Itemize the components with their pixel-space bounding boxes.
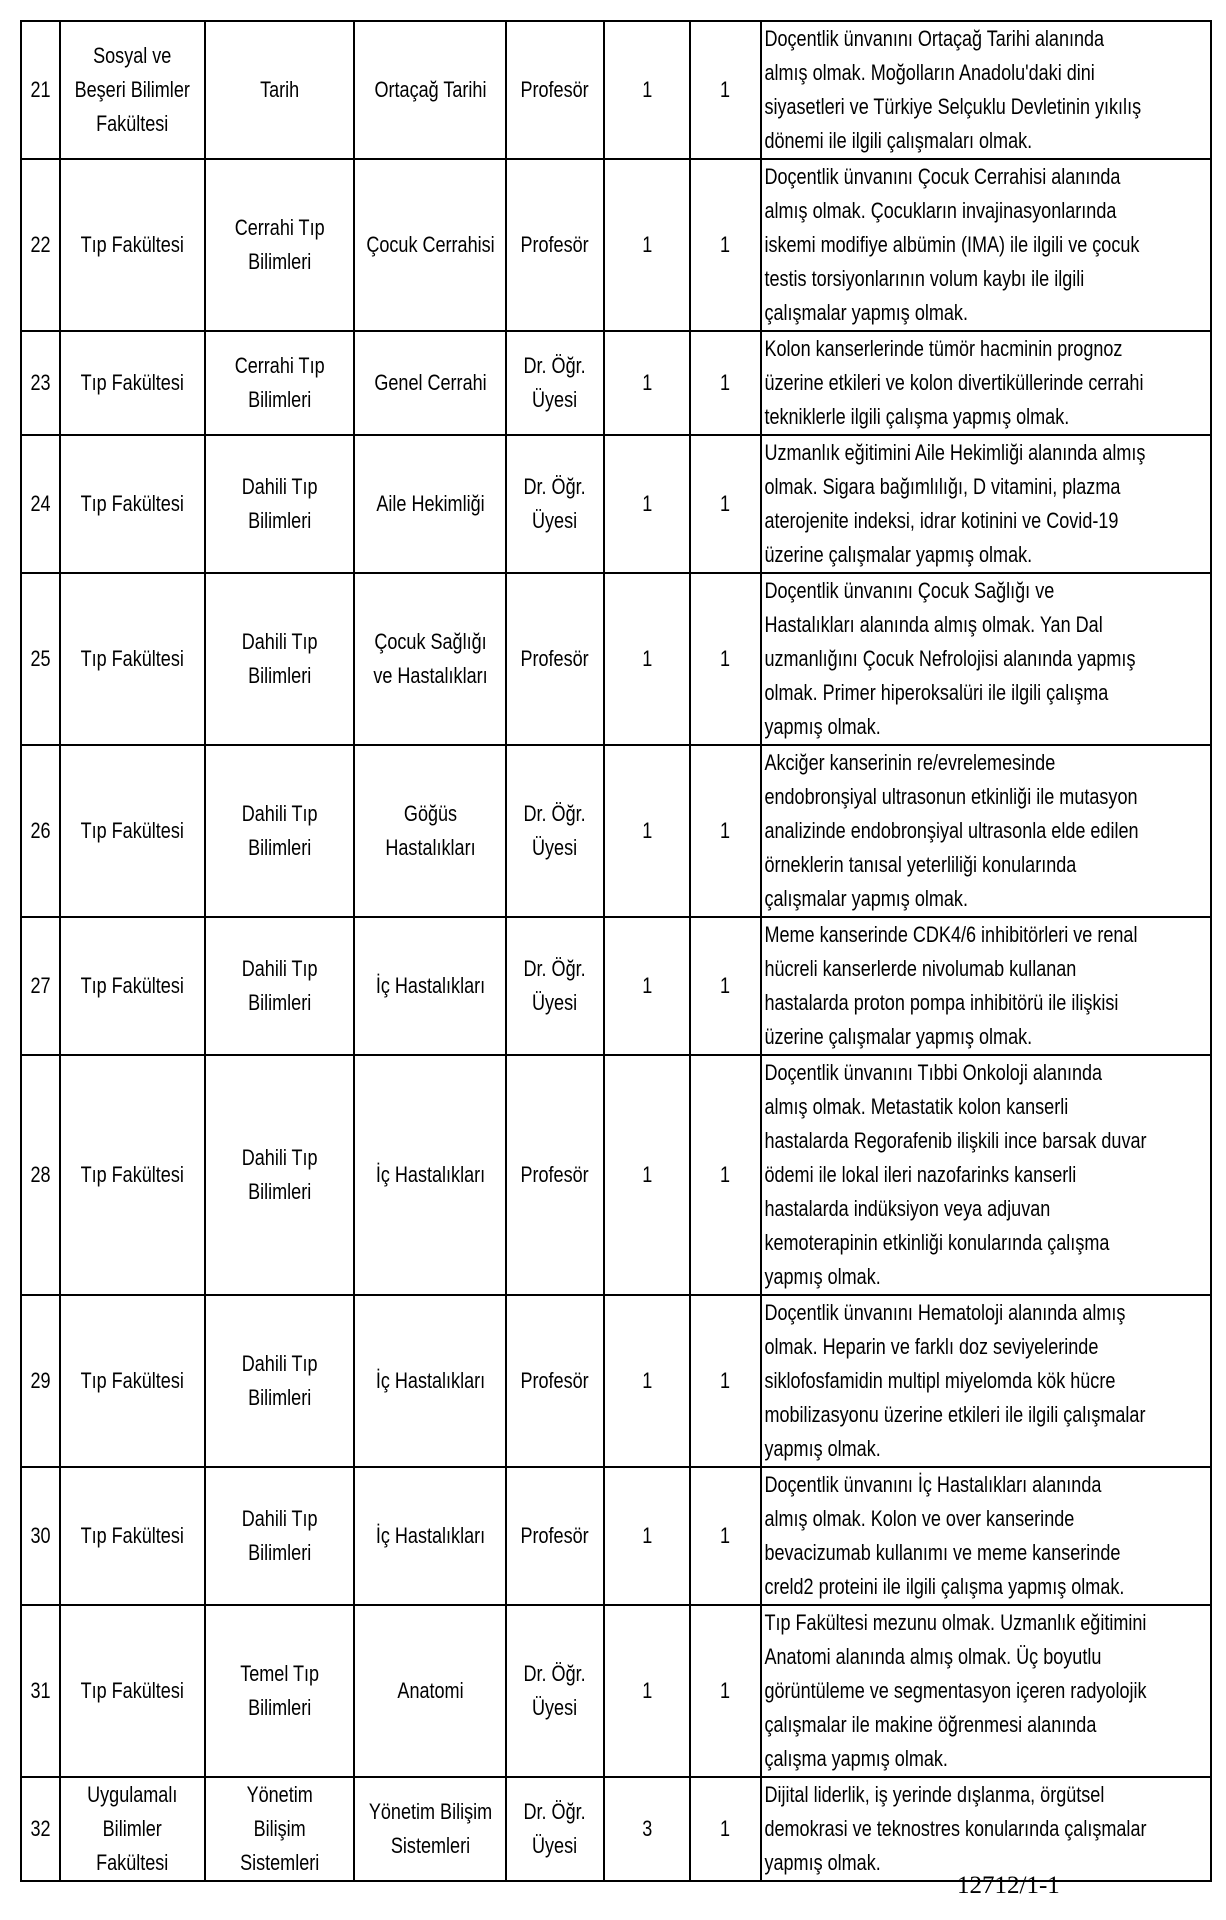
academic-title-cell xyxy=(506,1467,604,1605)
degree-cell xyxy=(690,159,761,331)
table-row xyxy=(21,917,1211,1055)
department-text: Dahili Tıp Bilimleri xyxy=(241,801,318,860)
requirement-cell xyxy=(761,435,1211,573)
table-row xyxy=(21,573,1211,745)
department-cell xyxy=(205,159,354,331)
requirement-cell xyxy=(761,1777,1211,1881)
table-row xyxy=(21,1605,1211,1777)
row-number-cell xyxy=(21,1777,60,1881)
field-cell xyxy=(354,745,506,917)
faculty-text: Tıp Fakültesi xyxy=(80,1368,185,1393)
faculty-text: Tıp Fakültesi xyxy=(80,973,185,998)
degree-text: 1 xyxy=(720,973,731,998)
requirement-cell xyxy=(761,745,1211,917)
academic-title-cell xyxy=(506,1777,604,1881)
requirement-text: Akciğer kanserinin re/evrelemesinde endobronşiyal ultrasonun etkinliği ile mutasyon analizinde endobronşiyal ultrasonla elde edilen örneklerin tanısal yeterliliği konularında çalışmalar yapmış olmak. xyxy=(764,750,1139,911)
position-count-cell xyxy=(604,573,690,745)
department-cell xyxy=(205,435,354,573)
academic-title-cell xyxy=(506,435,604,573)
department-text: Dahili Tıp Bilimleri xyxy=(241,474,318,533)
row-number-cell xyxy=(21,435,60,573)
department-cell xyxy=(205,1055,354,1295)
field-cell xyxy=(354,1295,506,1467)
degree-cell xyxy=(690,331,761,435)
academic-title-cell xyxy=(506,745,604,917)
row-number-text: 23 xyxy=(30,370,51,395)
department-text: Cerrahi Tıp Bilimleri xyxy=(234,353,325,412)
department-text: Cerrahi Tıp Bilimleri xyxy=(234,215,325,274)
faculty-text: Tıp Fakültesi xyxy=(80,646,185,671)
row-number-cell xyxy=(21,331,60,435)
degree-cell xyxy=(690,21,761,159)
department-text: Yönetim Bilişim Sistemleri xyxy=(239,1782,320,1875)
degree-cell xyxy=(690,1295,761,1467)
table-row xyxy=(21,21,1211,159)
department-cell xyxy=(205,745,354,917)
position-count-cell xyxy=(604,435,690,573)
department-text: Dahili Tıp Bilimleri xyxy=(241,1145,318,1204)
academic-title-text: Profesör xyxy=(520,1368,590,1393)
faculty-cell xyxy=(60,21,205,159)
academic-title-text: Dr. Öğr. Üyesi xyxy=(523,956,587,1015)
position-count-text: 3 xyxy=(641,1816,653,1841)
faculty-cell xyxy=(60,1295,205,1467)
field-text: Çocuk Cerrahisi xyxy=(365,232,495,257)
table-row xyxy=(21,159,1211,331)
faculty-text: Tıp Fakültesi xyxy=(80,1678,185,1703)
row-number-cell xyxy=(21,1605,60,1777)
faculty-text: Sosyal ve Beşeri Bilimler Fakültesi xyxy=(74,43,191,136)
row-number-cell xyxy=(21,1467,60,1605)
row-number-text: 24 xyxy=(30,491,51,516)
field-text: İç Hastalıkları xyxy=(375,1368,485,1393)
position-count-cell xyxy=(604,1055,690,1295)
table-row xyxy=(21,1777,1211,1881)
position-count-text: 1 xyxy=(641,491,653,516)
requirement-cell xyxy=(761,917,1211,1055)
row-number-text: 22 xyxy=(30,232,51,257)
degree-text: 1 xyxy=(720,77,731,102)
requirement-text: Uzmanlık eğitimini Aile Hekimliği alanında almış olmak. Sigara bağımlılığı, D vitamini, plazma aterojenite indeksi, idrar kotinini ve Covid-19 üzerine çalışmalar yapmış olmak. xyxy=(764,440,1146,567)
row-number-cell xyxy=(21,1295,60,1467)
faculty-cell xyxy=(60,159,205,331)
requirement-text: Tıp Fakültesi mezunu olmak. Uzmanlık eğitimini Anatomi alanında almış olmak. Üç boyutlu görüntüleme ve segmentasyon içeren radyolojik çalışmalar ile makine öğrenmesi alanında çalışma yapmış olmak. xyxy=(764,1610,1147,1771)
position-count-text: 1 xyxy=(641,1162,653,1187)
academic-title-cell xyxy=(506,21,604,159)
table-row xyxy=(21,745,1211,917)
row-number-text: 27 xyxy=(30,973,51,998)
department-text: Temel Tıp Bilimleri xyxy=(240,1661,319,1720)
degree-text: 1 xyxy=(720,491,731,516)
position-count-cell xyxy=(604,1605,690,1777)
degree-text: 1 xyxy=(720,1678,731,1703)
faculty-cell xyxy=(60,1055,205,1295)
row-number-cell xyxy=(21,21,60,159)
field-cell xyxy=(354,573,506,745)
department-cell xyxy=(205,1605,354,1777)
requirement-text: Doçentlik ünvanını Çocuk Cerrahisi alanında almış olmak. Çocukların invajinasyonlarında iskemi modifiye albümin (IMA) ile ilgili ve çocuk testis torsiyonlarının volum kaybı ile ilgili çalışmalar yapmış olmak. xyxy=(764,164,1140,325)
academic-title-text: Profesör xyxy=(520,1162,590,1187)
position-count-text: 1 xyxy=(641,973,653,998)
requirement-cell xyxy=(761,21,1211,159)
department-cell xyxy=(205,21,354,159)
field-text: Yönetim Bilişim Sistemleri xyxy=(368,1799,492,1858)
faculty-text: Tıp Fakültesi xyxy=(80,370,185,395)
table-row xyxy=(21,435,1211,573)
requirement-text: Kolon kanserlerinde tümör hacminin prognoz üzerine etkileri ve kolon divertiküllerinde cerrahi tekniklerle ilgili çalışma yapmış olmak. xyxy=(764,336,1144,429)
requirement-text: Meme kanserinde CDK4/6 inhibitörleri ve renal hücreli kanserlerde nivolumab kullanan hastalarda proton pompa inhibitörü ile ilişkisi üzerine çalışmalar yapmış olmak. xyxy=(764,922,1138,1049)
requirement-text: Doçentlik ünvanını Ortaçağ Tarihi alanında almış olmak. Moğolların Anadolu'daki dini siyasetleri ve Türkiye Selçuklu Devletinin yıkılış dönemi ile ilgili çalışmaları olmak. xyxy=(764,26,1142,153)
degree-cell xyxy=(690,917,761,1055)
position-count-cell xyxy=(604,159,690,331)
row-number-text: 26 xyxy=(30,818,51,843)
field-cell xyxy=(354,435,506,573)
faculty-cell xyxy=(60,917,205,1055)
field-cell xyxy=(354,331,506,435)
field-text: İç Hastalıkları xyxy=(375,1162,485,1187)
department-cell xyxy=(205,917,354,1055)
requirement-cell xyxy=(761,1467,1211,1605)
department-cell xyxy=(205,331,354,435)
table-row xyxy=(21,1295,1211,1467)
row-number-cell xyxy=(21,745,60,917)
degree-cell xyxy=(690,1777,761,1881)
table-row xyxy=(21,331,1211,435)
position-count-text: 1 xyxy=(641,77,653,102)
position-count-text: 1 xyxy=(641,1368,653,1393)
row-number-cell xyxy=(21,159,60,331)
position-count-cell xyxy=(604,745,690,917)
position-count-cell xyxy=(604,1295,690,1467)
department-text: Tarih xyxy=(259,77,300,102)
field-text: Anatomi xyxy=(396,1678,464,1703)
field-cell xyxy=(354,1777,506,1881)
row-number-text: 29 xyxy=(30,1368,51,1393)
field-text: Aile Hekimliği xyxy=(375,491,485,516)
positions-table xyxy=(20,20,1212,1882)
academic-title-cell xyxy=(506,573,604,745)
position-count-text: 1 xyxy=(641,818,653,843)
requirement-text: Doçentlik ünvanını Tıbbi Onkoloji alanında almış olmak. Metastatik kolon kanserli hastalarda Regorafenib ilişkili ince barsak duvar ödemi ile lokal ileri nazofarinks kanserli hastalarda indüksiyon veya adjuvan kemoterapinin etkinliği konularında çalışma yapmış olmak. xyxy=(764,1060,1147,1289)
position-count-text: 1 xyxy=(641,646,653,671)
document-reference-number: 12712/1-1 xyxy=(957,1872,1060,1899)
academic-title-text: Profesör xyxy=(520,646,590,671)
requirement-cell xyxy=(761,1295,1211,1467)
department-cell xyxy=(205,1777,354,1881)
academic-title-cell xyxy=(506,1605,604,1777)
position-count-text: 1 xyxy=(641,1523,653,1548)
department-text: Dahili Tıp Bilimleri xyxy=(241,956,318,1015)
academic-title-text: Dr. Öğr. Üyesi xyxy=(523,474,587,533)
degree-cell xyxy=(690,745,761,917)
degree-text: 1 xyxy=(720,1523,731,1548)
department-cell xyxy=(205,573,354,745)
academic-title-text: Profesör xyxy=(520,1523,590,1548)
academic-title-text: Dr. Öğr. Üyesi xyxy=(523,1661,587,1720)
faculty-text: Tıp Fakültesi xyxy=(80,818,185,843)
field-text: Göğüs Hastalıkları xyxy=(384,801,476,860)
degree-text: 1 xyxy=(720,818,731,843)
row-number-cell xyxy=(21,573,60,745)
academic-title-text: Dr. Öğr. Üyesi xyxy=(523,353,587,412)
department-text: Dahili Tıp Bilimleri xyxy=(241,1351,318,1410)
row-number-cell xyxy=(21,917,60,1055)
requirement-cell xyxy=(761,1055,1211,1295)
department-cell xyxy=(205,1467,354,1605)
department-text: Dahili Tıp Bilimleri xyxy=(241,629,318,688)
position-count-text: 1 xyxy=(641,370,653,395)
academic-title-text: Dr. Öğr. Üyesi xyxy=(523,801,587,860)
requirement-text: Doçentlik ünvanını Hematoloji alanında almış olmak. Heparin ve farklı doz seviyelerinde siklofosfamidin multipl miyelomda kök hücre mobilizasyonu üzerine etkileri ile ilgili çalışmalar yapmış olmak. xyxy=(764,1300,1146,1461)
position-count-text: 1 xyxy=(641,232,653,257)
field-cell xyxy=(354,159,506,331)
position-count-cell xyxy=(604,331,690,435)
table-row xyxy=(21,1055,1211,1295)
degree-text: 1 xyxy=(720,646,731,671)
position-count-cell xyxy=(604,917,690,1055)
academic-title-cell xyxy=(506,331,604,435)
degree-cell xyxy=(690,1605,761,1777)
requirement-text: Dijital liderlik, iş yerinde dışlanma, örgütsel demokrasi ve teknostres konularında çalışmalar yapmış olmak. xyxy=(764,1782,1147,1875)
faculty-text: Uygulamalı Bilimler Fakültesi xyxy=(87,1782,178,1875)
position-count-cell xyxy=(604,1777,690,1881)
academic-title-text: Profesör xyxy=(520,77,590,102)
row-number-text: 28 xyxy=(30,1162,51,1187)
row-number-text: 30 xyxy=(30,1523,51,1548)
degree-text: 1 xyxy=(720,1368,731,1393)
faculty-cell xyxy=(60,573,205,745)
degree-cell xyxy=(690,1467,761,1605)
faculty-cell xyxy=(60,745,205,917)
degree-text: 1 xyxy=(720,232,731,257)
faculty-text: Tıp Fakültesi xyxy=(80,232,185,257)
faculty-text: Tıp Fakültesi xyxy=(80,1162,185,1187)
field-cell xyxy=(354,1605,506,1777)
row-number-text: 25 xyxy=(30,646,51,671)
field-cell xyxy=(354,21,506,159)
field-cell xyxy=(354,1055,506,1295)
requirement-text: Doçentlik ünvanını Çocuk Sağlığı ve Hastalıkları alanında almış olmak. Yan Dal uzmanlığını Çocuk Nefrolojisi alanında yapmış olmak. Primer hiperoksalüri ile ilgili çalışma yapmış olmak. xyxy=(764,578,1136,739)
department-cell xyxy=(205,1295,354,1467)
department-text: Dahili Tıp Bilimleri xyxy=(241,1506,318,1565)
academic-title-cell xyxy=(506,1055,604,1295)
academic-title-cell xyxy=(506,1295,604,1467)
row-number-text: 31 xyxy=(30,1678,51,1703)
faculty-cell xyxy=(60,1467,205,1605)
field-text: Genel Cerrahi xyxy=(373,370,487,395)
faculty-text: Tıp Fakültesi xyxy=(80,491,185,516)
faculty-cell xyxy=(60,1777,205,1881)
requirement-cell xyxy=(761,1605,1211,1777)
field-cell xyxy=(354,1467,506,1605)
position-count-cell xyxy=(604,21,690,159)
row-number-text: 21 xyxy=(30,77,51,102)
academic-title-cell xyxy=(506,159,604,331)
degree-text: 1 xyxy=(720,370,731,395)
requirement-cell xyxy=(761,159,1211,331)
position-count-text: 1 xyxy=(641,1678,653,1703)
faculty-cell xyxy=(60,331,205,435)
degree-cell xyxy=(690,1055,761,1295)
field-cell xyxy=(354,917,506,1055)
position-count-cell xyxy=(604,1467,690,1605)
field-text: Ortaçağ Tarihi xyxy=(374,77,486,102)
field-text: İç Hastalıkları xyxy=(375,973,485,998)
faculty-cell xyxy=(60,435,205,573)
degree-cell xyxy=(690,573,761,745)
faculty-text: Tıp Fakültesi xyxy=(80,1523,185,1548)
faculty-cell xyxy=(60,1605,205,1777)
row-number-cell xyxy=(21,1055,60,1295)
field-text: Çocuk Sağlığı ve Hastalıkları xyxy=(372,629,488,688)
degree-text: 1 xyxy=(720,1162,731,1187)
academic-title-cell xyxy=(506,917,604,1055)
academic-title-text: Profesör xyxy=(520,232,590,257)
requirement-cell xyxy=(761,573,1211,745)
requirement-cell xyxy=(761,331,1211,435)
requirement-text: Doçentlik ünvanını İç Hastalıkları alanında almış olmak. Kolon ve over kanserinde bevacizumab kullanımı ve meme kanserinde creld2 proteini ile ilgili çalışma yapmış olmak. xyxy=(764,1472,1125,1599)
academic-title-text: Dr. Öğr. Üyesi xyxy=(523,1799,587,1858)
table-row xyxy=(21,1467,1211,1605)
degree-cell xyxy=(690,435,761,573)
degree-text: 1 xyxy=(720,1816,731,1841)
field-text: İç Hastalıkları xyxy=(375,1523,485,1548)
row-number-text: 32 xyxy=(30,1816,51,1841)
